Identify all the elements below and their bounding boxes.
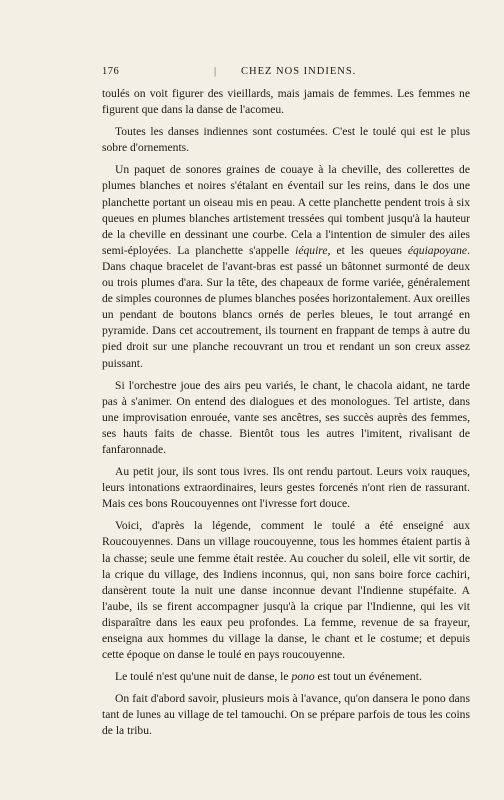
page-header: [102, 66, 470, 82]
running-title: CHEZ NOS INDIENS.: [241, 66, 357, 77]
term-pono: pono: [291, 670, 315, 684]
paragraph-3: Un paquet de sonores graines de couaye à la cheville, des collerettes de plumes blanches et noires s'étalant en éventail sur les reins, dans le dos une planchette portant un oiseau mis en peau. A cette planchette pendent trois à six queues en plumes blanches artistement tressées qui tombent jusqu'à la hauteur de la cheville en dessinant une courbe. Cela a l'intention de simuler des ailes semi-éployées. La planchette s'appelle iéquire, et les queues équiapoyane. Dans chaque bracelet de l'avant-bras est passé un bâtonnet surmonté de deux ou trois plumes d'ara. Sur la tête, des chapeaux de forme variée, généralement de simples couronnes de plumes blanches posées horizontalement. Aux oreilles un pendant de boutons blancs ornés de perles bleues, le tout arrangé en pyramide. Dans cet accoutrement, ils tournent en frappant de temps à autre du pied droit sur une planche recouvrant un trou et rendant un son creux assez puissant.: [102, 163, 470, 370]
paragraph-2: Toutes les danses indiennes sont costumées. C'est le toulé qui est le plus sobre d'ornements.: [102, 125, 470, 155]
term-iequire: iéquire: [295, 243, 328, 257]
term-equiapoyane: équiapoyane: [407, 243, 468, 257]
body-text: [102, 86, 470, 746]
header-mark: |: [214, 66, 217, 77]
paragraph-8: On fait d'abord savoir, plusieurs mois à l'avance, qu'on dansera le pono dans tant de lunes au village de tel tamouchi. On se prépare parfois de tous les coins de la tribu.: [102, 692, 470, 738]
paragraph-4: Si l'orchestre joue des airs peu variés, le chant, le chacola aidant, ne tarde pas à s'animer. On entend des dialogues et des monologues. Tel artiste, dans une improvisation enrouée, vante ses ancêtres, ses succès auprès des femmes, ses hauts faits de chasse. Bientôt tous les autres l'imitent, rivalisant de fanfaronnade.: [102, 378, 470, 456]
paragraph-6: Voici, d'après la légende, comment le toulé a été enseigné aux Roucouyennes. Dans un village roucouyenne, tous les hommes étaient partis à la chasse; seule une femme était restée. Au coucher du soleil, elle vit sortir, de la crique du village, des Indiens inconnus, qui, non sans boire force cachiri, dansèrent toute la nuit une danse inconnue devant l'Indienne stupéfaite. A l'aube, ils se firent accompagner jusqu'à la crique par l'Indienne, qui les vit disparaître dans les eaux peu profondes. La femme, revenue de sa frayeur, enseigna aux hommes du village la danse, le chant et le costume; et depuis cette époque on danse le toulé en pays roucouyenne.: [102, 519, 470, 662]
paragraph-1: toulés on voit figurer des vieillards, mais jamais de femmes. Les femmes ne figurent que dans la danse de l'acomeu.: [102, 87, 470, 117]
paragraph-5: Au petit jour, ils sont tous ivres. Ils ont rendu partout. Leurs voix rauques, leurs intonations extraordinaires, leurs gestes forcenés n'ont rien de rassurant. Mais ces bons Roucouyennes ont l'ivresse fort douce.: [102, 465, 470, 511]
paragraph-7: Le toulé n'est qu'une nuit de danse, le pono est tout un événement.: [115, 670, 422, 684]
page-number: 176: [102, 66, 120, 77]
